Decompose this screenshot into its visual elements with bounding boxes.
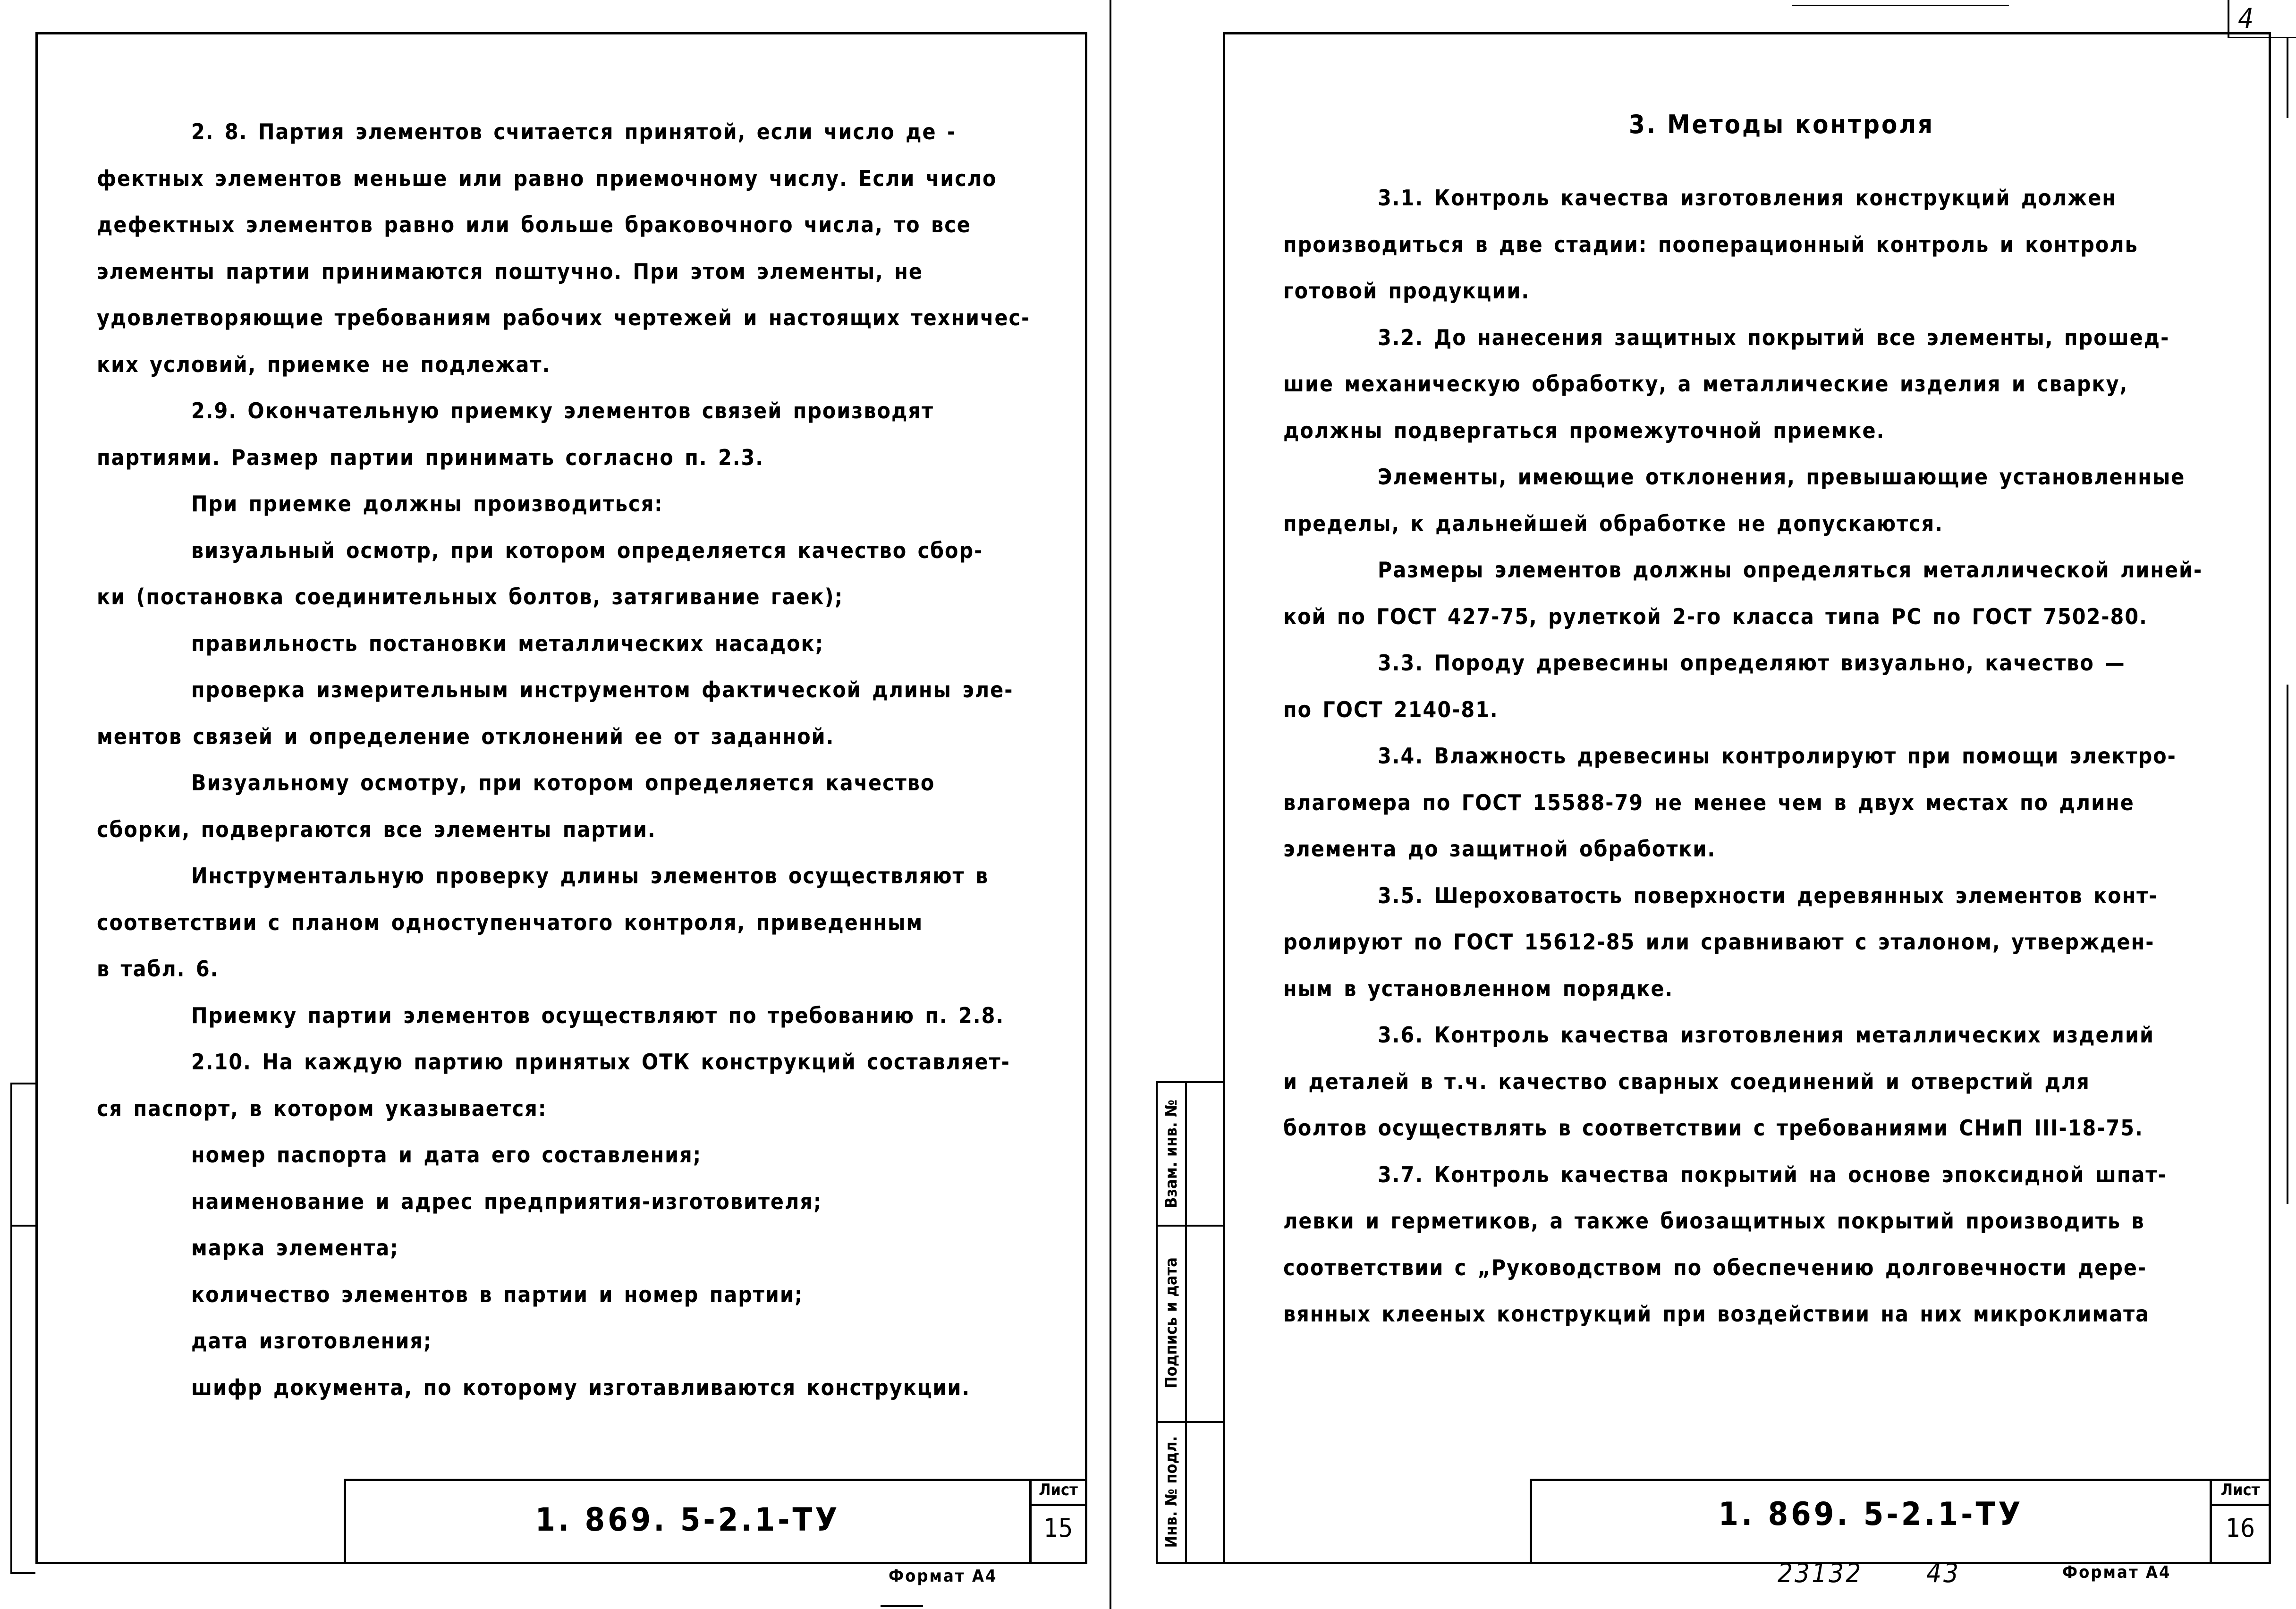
- text-line: Визуальному осмотру, при котором определяется качество: [191, 770, 935, 796]
- text-line: левки и герметиков, а также биозащитных покрытий производить в: [1283, 1208, 2145, 1234]
- text-line: ным в установленном порядке.: [1283, 975, 1674, 1001]
- spine-line: [1110, 0, 1111, 1609]
- corner-page-mark: 4: [2238, 2, 2256, 34]
- text-line: Размеры элементов должны определяться металлической линей-: [1378, 557, 2203, 583]
- text-line: дата изготовления;: [191, 1328, 432, 1354]
- section-heading: 3. Методы контроля: [1629, 110, 1935, 139]
- text-line: количество элементов в партии и номер партии;: [191, 1281, 804, 1307]
- text-line: 3.7. Контроль качества покрытий на основе эпоксидной шпат-: [1378, 1161, 2167, 1187]
- text-line: 3.2. До нанесения защитных покрытий все элементы, прошед-: [1378, 324, 2170, 350]
- left-sheet-label: Лист: [1039, 1481, 1078, 1499]
- left-sheet-divider: [1029, 1504, 1087, 1506]
- text-line: марка элемента;: [191, 1235, 399, 1261]
- left-format-label: Формат А4: [889, 1567, 998, 1586]
- text-line: ких условий, приемке не подлежат.: [97, 351, 551, 377]
- right-sheet-label: Лист: [2220, 1481, 2260, 1499]
- text-line: дефектных элементов равно или больше браковочного числа, то все: [97, 212, 971, 237]
- stamp-label-vzam-inv: Взам. инв. №: [1162, 1100, 1181, 1208]
- text-line: наименование и адрес предприятия-изготовителя;: [191, 1188, 822, 1214]
- text-line: 3.6. Контроль качества изготовления металлических изделий: [1378, 1022, 2154, 1048]
- text-line: 3.1. Контроль качества изготовления конструкций должен: [1378, 185, 2117, 211]
- text-line: производиться в две стадии: пооперационный контроль и контроль: [1283, 231, 2138, 257]
- text-line: ментов связей и определение отклонений ее от заданной.: [97, 723, 835, 749]
- text-line: партиями. Размер партии принимать согласно п. 2.3.: [97, 444, 764, 470]
- text-line: кой по ГОСТ 427-75, рулеткой 2-го класса типа РС по ГОСТ 7502-80.: [1283, 603, 2148, 629]
- text-line: соответствии с „Руководством по обеспечению долговечности дере-: [1283, 1254, 2147, 1280]
- stamp-divider: [1156, 1225, 1223, 1227]
- left-page-body: [97, 109, 1030, 1411]
- text-line: 3.4. Влажность древесины контролируют при помощи электро-: [1378, 743, 2177, 769]
- top-edge-line: [1792, 5, 2009, 6]
- left-edge-stub: [10, 1083, 12, 1574]
- text-line: правильность постановки металлических насадок;: [191, 630, 824, 656]
- text-line: по ГОСТ 2140-81.: [1283, 696, 1499, 722]
- text-line: 2. 8. Партия элементов считается принятой, если число де -: [191, 119, 957, 144]
- text-line: в табл. 6.: [97, 956, 219, 982]
- text-line: удовлетворяющие требованиям рабочих чертежей и настоящих техничес-: [97, 305, 1031, 330]
- text-line: шие механическую обработку, а металлические изделия и сварку,: [1283, 371, 2128, 397]
- text-line: готовой продукции.: [1283, 278, 1530, 304]
- text-line: и деталей в т.ч. качество сварных соединений и отверстий для: [1283, 1068, 2090, 1094]
- left-edge-tick: [10, 1225, 35, 1227]
- left-sheet-number: 15: [1043, 1513, 1073, 1543]
- text-line: ки (постановка соединительных болтов, затягивание гаек);: [97, 584, 844, 610]
- right-edge-mark: [2287, 685, 2288, 1204]
- text-line: ролируют по ГОСТ 15612-85 или сравнивают с эталоном, утвержден-: [1283, 929, 2155, 955]
- handwritten-number-1: 23132: [1778, 1558, 1863, 1589]
- text-line: Элементы, имеющие отклонения, превышающие установленные: [1378, 464, 2186, 490]
- corner-mark-line: [2228, 37, 2296, 38]
- text-line: ся паспорт, в котором указывается:: [97, 1095, 547, 1121]
- text-line: элемента до защитной обработки.: [1283, 836, 1716, 862]
- right-sheet-divider: [2210, 1504, 2271, 1506]
- stamp-border-left: [1156, 1081, 1158, 1564]
- text-line: Приемку партии элементов осуществляют по требованию п. 2.8.: [191, 1002, 1005, 1028]
- text-line: шифр документа, по которому изготавливаются конструкции.: [191, 1374, 971, 1400]
- text-line: 2.9. Окончательную приемку элементов связей производят: [191, 398, 934, 423]
- handwritten-number-2: 43: [1926, 1558, 1961, 1589]
- right-page-body: [1283, 175, 2203, 1338]
- right-format-label: Формат А4: [2062, 1563, 2171, 1582]
- text-line: визуальный осмотр, при котором определяется качество сбор-: [191, 537, 983, 563]
- bottom-crop-mark: [881, 1605, 923, 1607]
- text-line: Инструментальную проверку длины элементов осуществляют в: [191, 863, 989, 889]
- corner-mark-line: [2228, 0, 2229, 38]
- text-line: номер паспорта и дата его составления;: [191, 1142, 702, 1168]
- text-line: должны подвергаться промежуточной приемке.: [1283, 417, 1885, 443]
- text-line: пределы, к дальнейшей обработке не допускаются.: [1283, 510, 1943, 536]
- text-line: 3.3. Породу древесины определяют визуально, качество —: [1378, 650, 2126, 676]
- stamp-label-signature-date: Подпись и дата: [1162, 1257, 1181, 1389]
- stamp-label-inv-podl: Инв. № подл.: [1162, 1436, 1181, 1548]
- text-line: фектных элементов меньше или равно приемочному числу. Если число: [97, 165, 997, 191]
- left-edge-tick: [10, 1572, 35, 1574]
- stamp-border-mid: [1185, 1081, 1187, 1564]
- text-line: вянных клееных конструкций при воздействии на них микроклимата: [1283, 1301, 2150, 1327]
- right-edge-mark: [2287, 38, 2288, 118]
- text-line: При приемке должны производиться:: [191, 491, 663, 517]
- text-line: 2.10. На каждую партию принятых ОТК конструкций составляет-: [191, 1049, 1010, 1075]
- right-sheet-number: 16: [2226, 1513, 2255, 1543]
- text-line: соответствии с планом одноступенчатого контроля, приведенным: [97, 909, 923, 935]
- text-line: болтов осуществлять в соответствии с требованиями СНиП III-18-75.: [1283, 1115, 2143, 1141]
- text-line: сборки, подвергаются все элементы партии.: [97, 816, 656, 842]
- text-line: элементы партии принимаются поштучно. При этом элементы, не: [97, 258, 923, 284]
- text-line: 3.5. Шероховатость поверхности деревянных элементов конт-: [1378, 882, 2158, 908]
- left-edge-tick: [10, 1083, 35, 1084]
- text-line: влагомера по ГОСТ 15588-79 не менее чем в двух местах по длине: [1283, 789, 2135, 815]
- text-line: проверка измерительным инструментом фактической длины эле-: [191, 677, 1014, 703]
- right-doc-code: 1. 869. 5-2.1-ТУ: [1718, 1496, 2024, 1533]
- left-doc-code: 1. 869. 5-2.1-ТУ: [535, 1501, 840, 1539]
